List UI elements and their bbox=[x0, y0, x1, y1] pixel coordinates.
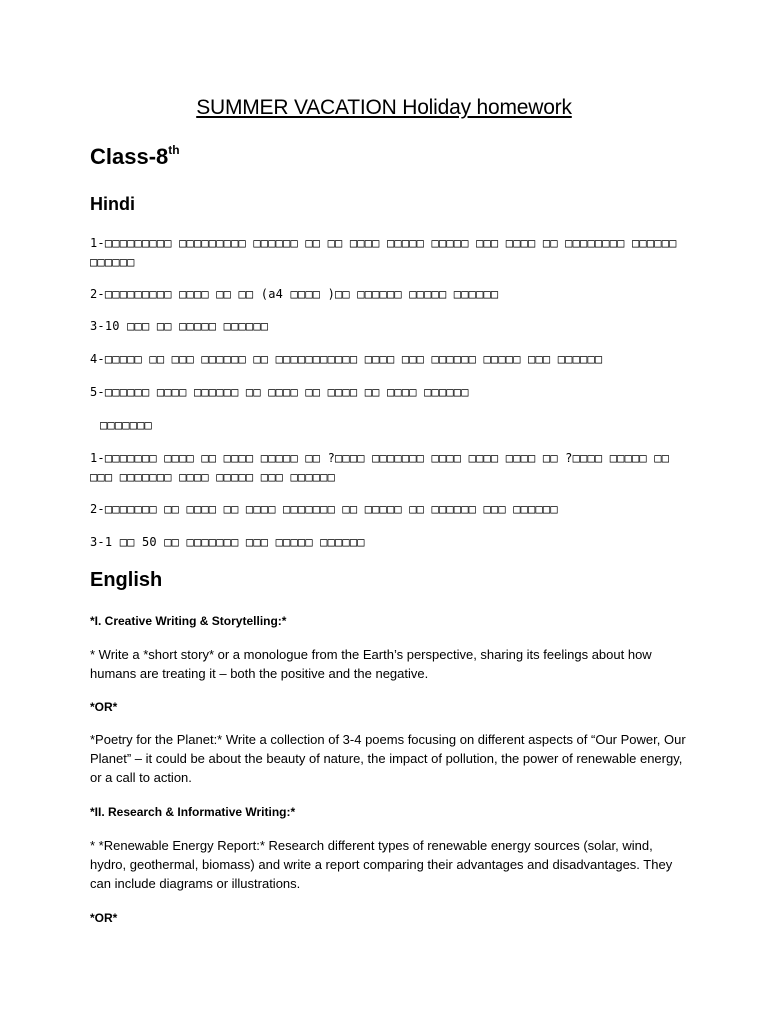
class-heading bbox=[90, 143, 180, 170]
hindi-item-5: 5-□□□□□□ □□□□ □□□□□□ □□ □□□□ □□ □□□□ □□ □□□□ □□□□□□ bbox=[90, 385, 469, 399]
hindi-sub-item-2: 2-□□□□□□□ □□ □□□□ □□ □□□□ □□□□□□□ □□ □□□□□ □□ □□□□□□ □□□ □□□□□□ bbox=[90, 502, 558, 516]
hindi-item-1: 1-□□□□□□□□□ □□□□□□□□□ □□□□□□ □□ □□ □□□□ □□□□□ □□□□□ □□□ □□□□ □□ □□□□□□□□ □□□□□□ □□□□□□ bbox=[90, 236, 677, 269]
hindi-subheading: □□□□□□□ bbox=[100, 418, 152, 432]
hindi-sub-item-1: 1-□□□□□□□ □□□□ □□ □□□□ □□□□□ □□ ?□□□□ □□□□□□□ □□□□ □□□□ □□□□ □□ ?□□□□ □□□□□ □□ □□□ □□□□□□□ □□□□ □□□□□ □□□ □□□□□□ bbox=[90, 451, 670, 484]
english-or-1: *OR* bbox=[90, 700, 118, 714]
english-heading: English bbox=[90, 569, 163, 591]
hindi-item-3: 3-10 □□□ □□ □□□□□ □□□□□□ bbox=[90, 319, 269, 333]
english-item-short-story: * Write a *short story* or a monologue from the Earth’s perspective, sharing its feelings about how humans are treating it – both the positive and the negative. bbox=[90, 647, 652, 681]
english-section-research: *II. Research & Informative Writing:* bbox=[90, 805, 296, 819]
english-item-energy-report: * *Renewable Energy Report:* Research different types of renewable energy sources (solar, wind, hydro, geothermal, biomass) and write a report comparing their advantages and disadvantages. They can include diagrams or illustrations. bbox=[90, 838, 673, 891]
hindi-sub-item-3: 3-1 □□ 50 □□ □□□□□□□ □□□ □□□□□ □□□□□□ bbox=[90, 535, 365, 549]
hindi-item-4: 4-□□□□□ □□ □□□ □□□□□□ □□ □□□□□□□□□□□ □□□□ □□□ □□□□□□ □□□□□ □□□ □□□□□□ bbox=[90, 352, 603, 366]
hindi-item-2: 2-□□□□□□□□□ □□□□ □□ □□ (a4 □□□□ )□□ □□□□□□ □□□□□ □□□□□□ bbox=[90, 287, 499, 301]
english-or-2: *OR* bbox=[90, 911, 118, 925]
class-label: Class-8 bbox=[90, 144, 169, 169]
english-item-poetry: *Poetry for the Planet:* Write a collection of 3-4 poems focusing on different aspects of “Our Power, Our Planet” – it could be about the beauty of nature, the impact of pollution, the power of renewable energy, or a call to action. bbox=[90, 732, 686, 785]
english-section-creative-writing: *I. Creative Writing & Storytelling:* bbox=[90, 614, 287, 628]
document-title: SUMMER VACATION Holiday homework bbox=[196, 96, 572, 119]
class-superscript: th bbox=[168, 143, 180, 157]
hindi-heading: Hindi bbox=[90, 194, 135, 214]
